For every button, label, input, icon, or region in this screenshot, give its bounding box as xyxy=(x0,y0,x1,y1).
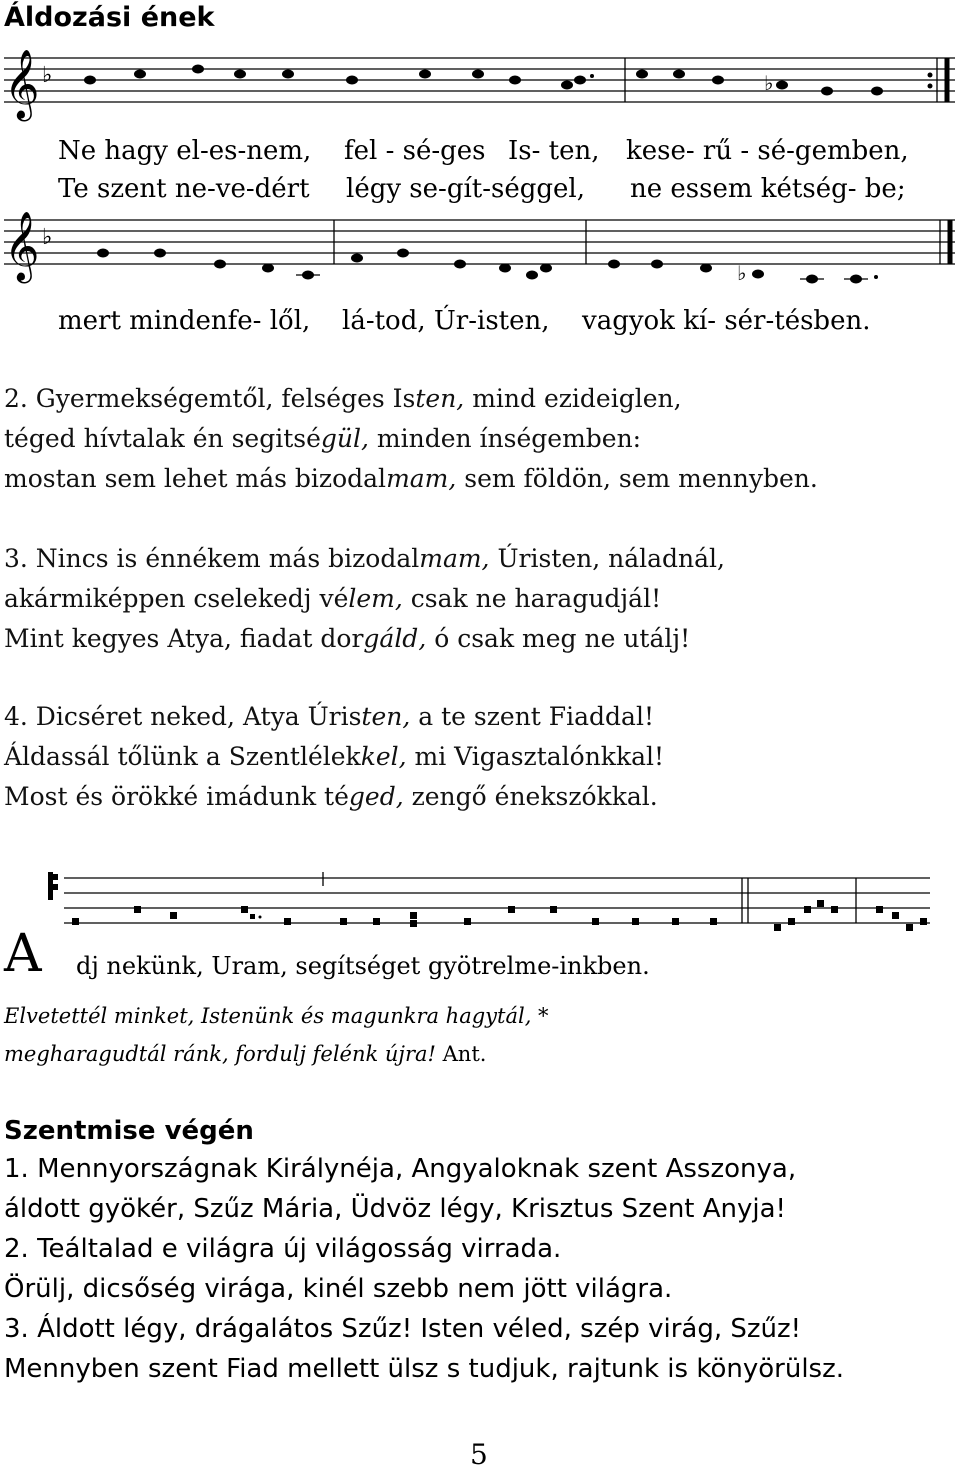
note xyxy=(134,70,146,79)
note xyxy=(97,249,109,258)
note xyxy=(712,76,724,85)
note xyxy=(419,70,431,79)
punctum xyxy=(241,906,248,913)
lyric-syllable: Te szent ne-ve-dért xyxy=(58,174,310,204)
lyric-syllable: vagyok kí- sér-tésben. xyxy=(582,306,871,336)
c-clef-icon xyxy=(48,872,58,900)
treble-clef-icon: 𝄞 xyxy=(4,49,40,119)
lyric-syllable: mert mindenfe- lől, xyxy=(58,306,311,336)
staff-lines xyxy=(4,58,955,102)
punctum xyxy=(170,912,177,919)
punctum xyxy=(831,906,838,913)
notes-staff-2 xyxy=(97,249,878,286)
punctum xyxy=(710,918,717,925)
closing-line: 2. Teáltalad e világra új világosság virrada. xyxy=(4,1234,562,1264)
repeat-dot xyxy=(928,73,933,78)
lyric-syllable: lá-tod, Úr-isten, xyxy=(342,306,550,336)
note xyxy=(84,76,96,85)
punctum xyxy=(250,914,255,919)
punctum xyxy=(410,920,417,927)
antiphon-verse-line: Elvetettél minket, Istenünk és magunkra hagytál, * xyxy=(4,1004,549,1028)
punctum xyxy=(373,918,380,925)
punctum xyxy=(284,918,291,925)
note xyxy=(214,260,226,269)
music-staff-2 xyxy=(0,206,960,306)
punctum xyxy=(592,918,599,925)
note xyxy=(397,249,409,258)
antiphon-ant-label: Ant. xyxy=(442,1042,487,1066)
stanza-line: Áldassál tőlünk a Szentlélekkel, mi Vigasztalónkkal! xyxy=(4,742,665,771)
closing-line: áldott gyökér, Szűz Mária, Üdvöz légy, Krisztus Szent Anyja! xyxy=(4,1194,786,1224)
dot xyxy=(874,275,878,279)
lyric-syllable: ne essem kétség- be; xyxy=(630,174,906,204)
note xyxy=(608,260,620,269)
closing-line: Mennyben szent Fiad mellett ülsz s tudjuk, rajtunk is könyörülsz. xyxy=(4,1354,844,1384)
punctum xyxy=(672,918,679,925)
flat-key-signature-icon: ♭ xyxy=(42,63,53,88)
staff-lines xyxy=(64,878,930,923)
punctum xyxy=(906,924,913,931)
flat-key-signature-icon: ♭ xyxy=(42,225,53,250)
note xyxy=(262,264,274,273)
punctum xyxy=(632,918,639,925)
treble-clef-icon: 𝄞 xyxy=(4,211,40,281)
closing-line: 1. Mennyországnak Királynéja, Angyaloknak szent Asszonya, xyxy=(4,1154,797,1184)
note xyxy=(574,76,586,85)
note xyxy=(351,254,363,263)
antiphon-text: dj nekünk, Uram, segítséget gyötrelme-inkben. xyxy=(76,952,650,980)
section-title: Szentmise végén xyxy=(4,1116,254,1146)
lyric-syllable: fel - sé-ges xyxy=(344,136,486,166)
note xyxy=(454,260,466,269)
neumes xyxy=(72,900,927,931)
note xyxy=(346,76,358,85)
staff-lines xyxy=(4,220,955,264)
note xyxy=(154,249,166,258)
punctum xyxy=(774,924,781,931)
note xyxy=(526,271,538,280)
stanza-line: 4. Dicséret neked, Atya Úristen, a te szent Fiaddal! xyxy=(4,702,654,731)
punctum xyxy=(550,906,557,913)
punctum xyxy=(892,912,899,919)
punctum xyxy=(410,912,417,919)
flat-accidental-icon: ♭ xyxy=(764,71,774,95)
punctum xyxy=(920,918,927,925)
punctum xyxy=(340,918,347,925)
lyric-syllable: Ne hagy el-es-nem, xyxy=(58,136,312,166)
stanza-line: Most és örökké imádunk téged, zengő énekszókkal. xyxy=(4,782,658,811)
punctum xyxy=(876,906,883,913)
hymn-title: Áldozási ének xyxy=(4,2,215,33)
lyric-syllable: légy se-gít-séggel, xyxy=(346,174,585,204)
punctum xyxy=(788,918,795,925)
flat-accidental-icon: ♭ xyxy=(737,261,747,285)
note xyxy=(192,65,204,74)
note xyxy=(700,264,712,273)
stanza-line: téged hívtalak én segitségül, minden ínségemben: xyxy=(4,424,642,453)
stanza-line: mostan sem lehet más bizodalmam, sem földön, sem mennyben. xyxy=(4,464,818,493)
note xyxy=(472,70,484,79)
note xyxy=(752,270,764,279)
punctum xyxy=(134,906,141,913)
dot xyxy=(259,916,262,919)
antiphon-initial: A xyxy=(4,924,42,984)
lyric-syllable: kese- rű - sé-gemben, xyxy=(626,136,909,166)
repeat-dot xyxy=(928,84,933,89)
closing-line: 3. Áldott légy, drágalátos Szűz! Isten véled, szép virág, Szűz! xyxy=(4,1314,802,1344)
note xyxy=(282,70,294,79)
stanza-line: Mint kegyes Atya, fiadat dorgáld, ó csak meg ne utálj! xyxy=(4,624,691,653)
stanza-line: 2. Gyermekségemtől, felséges Isten, mind ezideiglen, xyxy=(4,384,682,413)
note xyxy=(673,70,685,79)
note xyxy=(234,70,246,79)
note xyxy=(509,76,521,85)
lyric-syllable: Is- ten, xyxy=(508,136,600,166)
stanza-line: 3. Nincs is énnékem más bizodalmam, Úristen, náladnál, xyxy=(4,544,725,573)
antiphon-verse-line: megharagudtál ránk, fordulj felénk újra! Ant. xyxy=(4,1042,487,1066)
note xyxy=(540,264,552,273)
note xyxy=(499,264,511,273)
note xyxy=(821,87,833,96)
punctum xyxy=(72,918,79,925)
note xyxy=(776,81,788,90)
closing-line: Örülj, dicsőség virága, kinél szebb nem jött világra. xyxy=(4,1274,673,1304)
page-number: 5 xyxy=(470,1438,488,1471)
punctum xyxy=(804,906,811,913)
dot xyxy=(590,74,594,78)
note xyxy=(561,81,573,90)
punctum xyxy=(817,900,824,907)
punctum xyxy=(508,906,515,913)
chant-staff xyxy=(0,864,960,954)
note xyxy=(636,70,648,79)
stanza-line: akármiképpen cselekedj vélem, csak ne haragudjál! xyxy=(4,584,662,613)
note xyxy=(651,260,663,269)
punctum xyxy=(464,918,471,925)
note xyxy=(871,87,883,96)
